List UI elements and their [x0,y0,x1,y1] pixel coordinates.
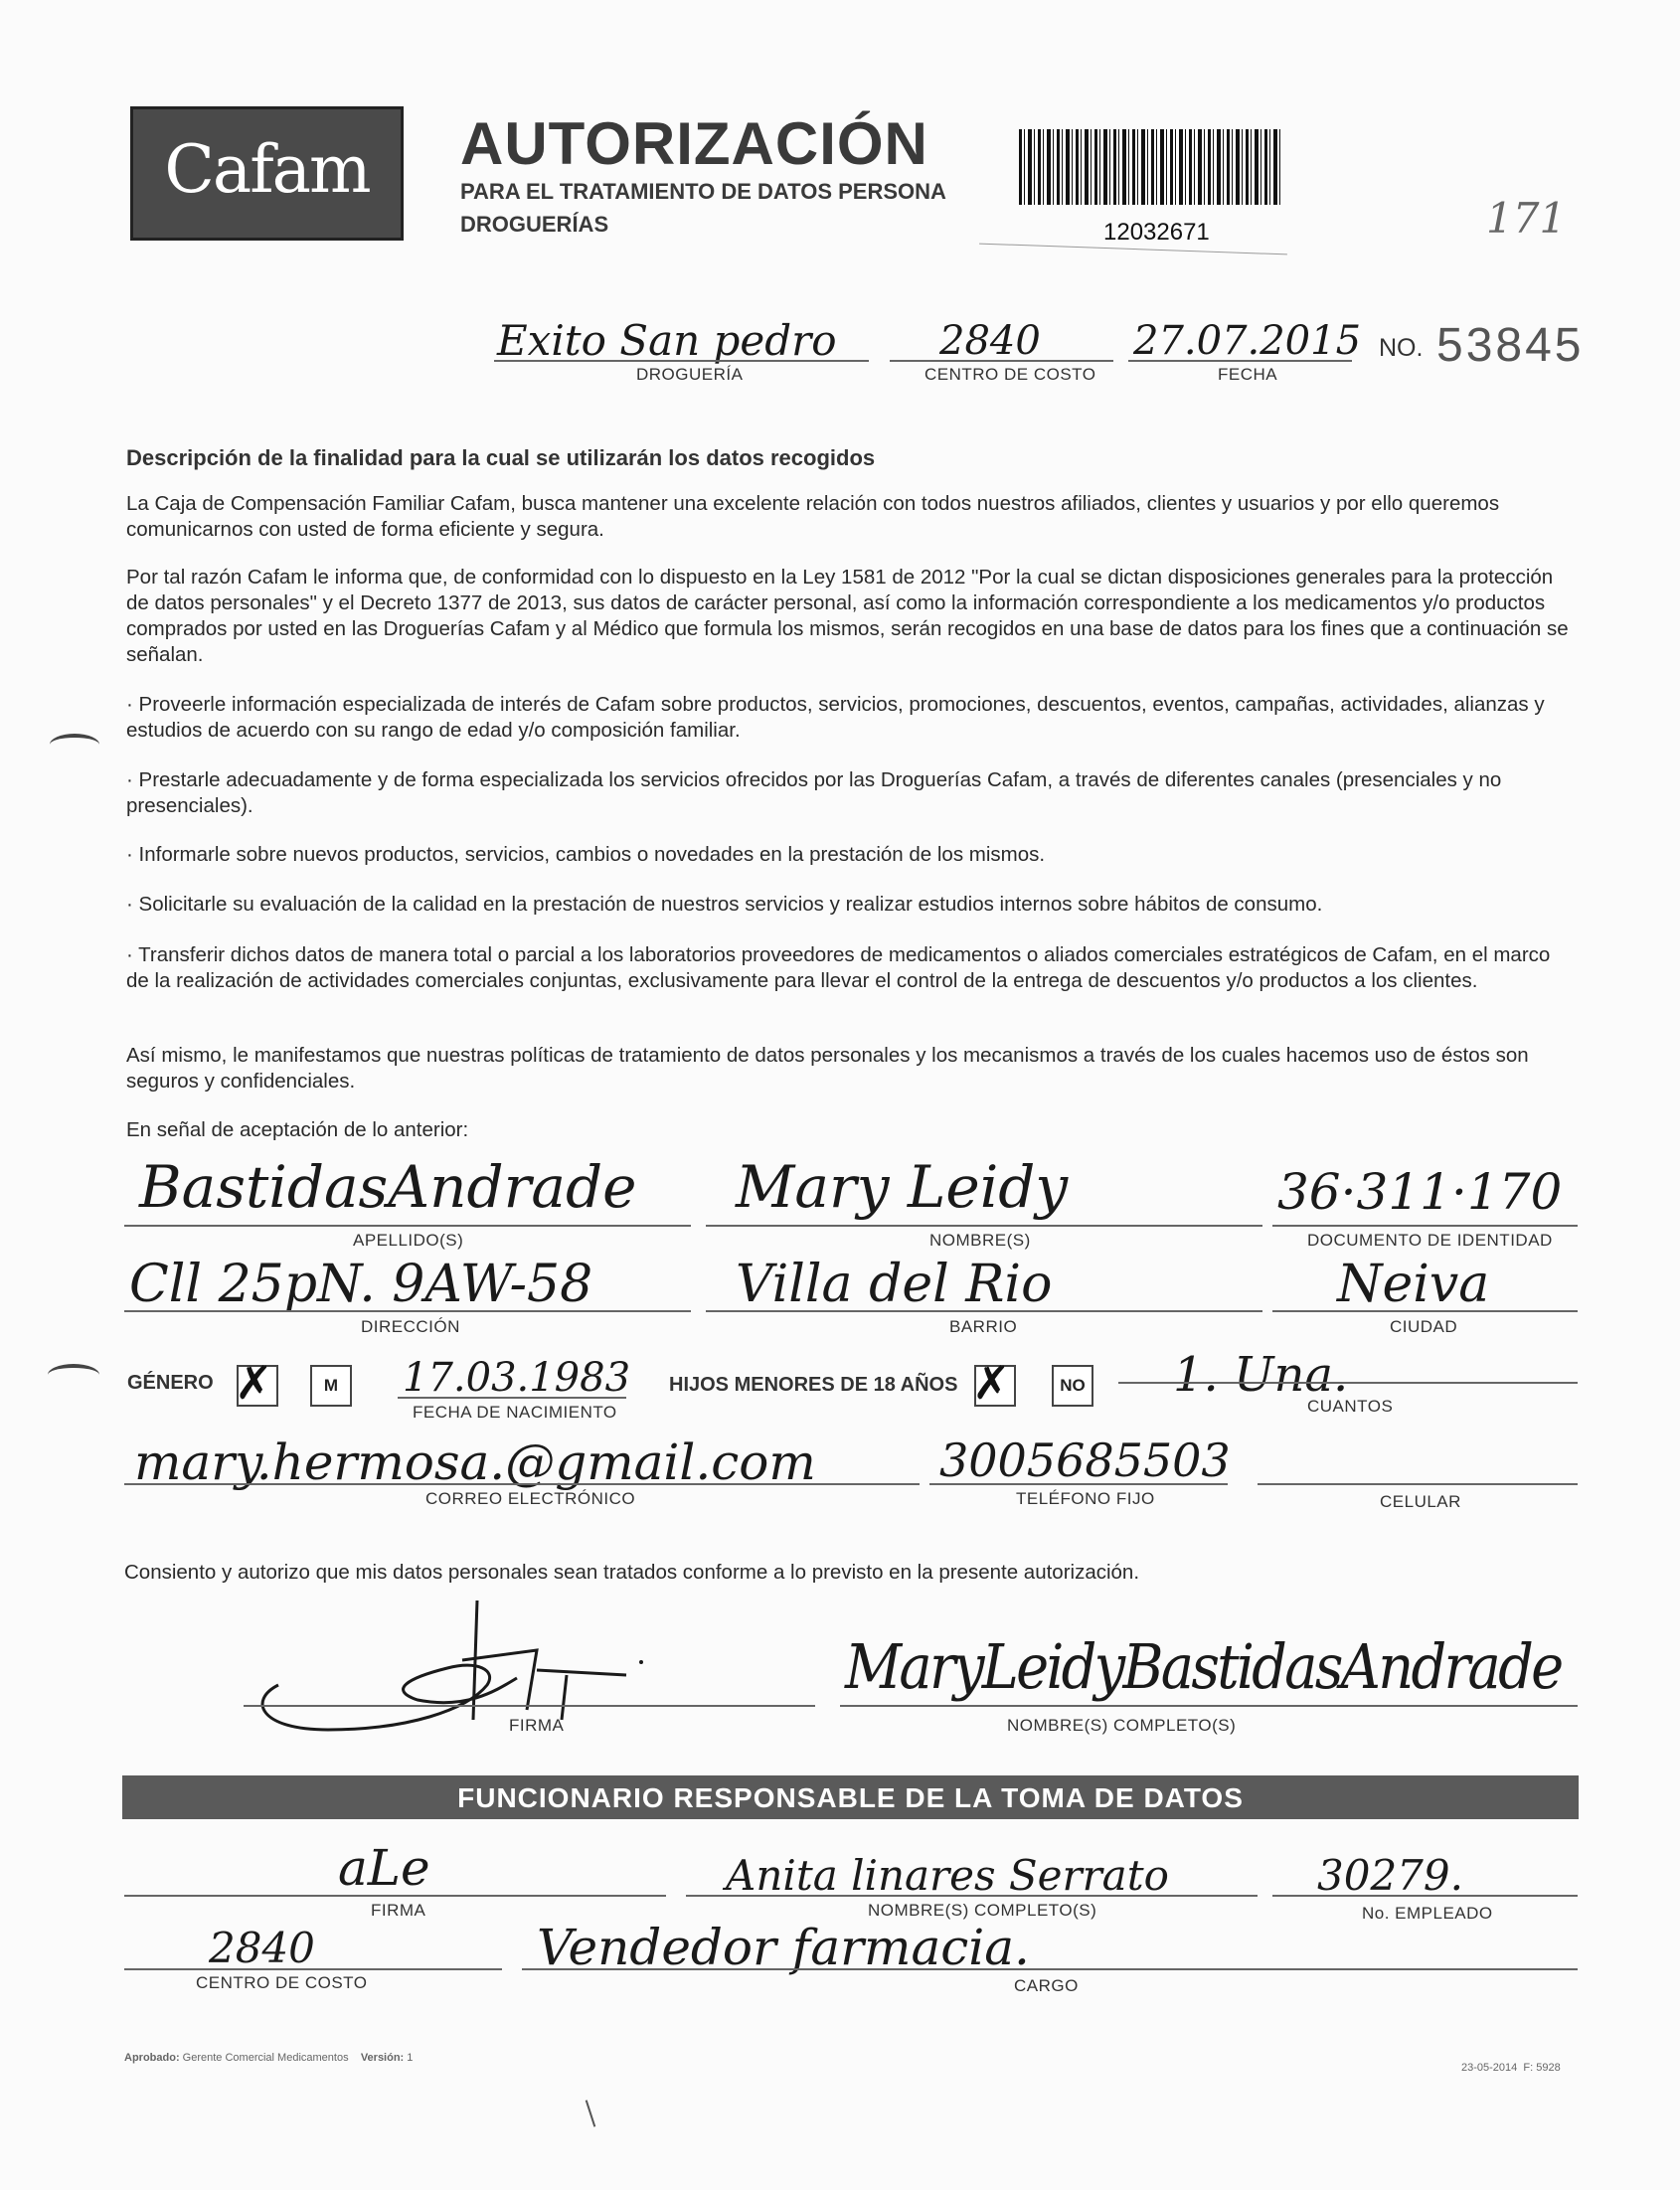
paragraph-intro: La Caja de Compensación Familiar Cafam, busca mantener una excelente relación con todos nuestros afiliados, clientes y usuarios y por ello queremos comunicarnos con usted de forma eficiente y segura. [126,492,1500,541]
nombre-completo-line [840,1705,1578,1707]
correo-line [124,1483,920,1485]
version-value: 1 [407,2052,414,2064]
consent-text: Consiento y autorizo que mis datos personales sean tratados conforme a lo previsto en la presente autorización. [124,1561,1140,1584]
barrio-line [706,1310,1262,1312]
firma-line [244,1705,815,1707]
centro-costo-label: CENTRO DE COSTO [924,365,1096,384]
drogueria-line [494,360,869,362]
drogueria-value: Exito San pedro [497,316,837,365]
document-subtitle-2: DROGUERÍAS [460,212,609,237]
celular-label: CELULAR [1380,1492,1461,1511]
document-subtitle: PARA EL TRATAMIENTO DE DATOS PERSONA [460,179,946,204]
ciudad-label: CIUDAD [1390,1317,1458,1336]
direccion-label: DIRECCIÓN [361,1317,460,1336]
nacimiento-value: 17.03.1983 [403,1355,631,1401]
paragraph-ley: Por tal razón Cafam le informa que, de conformidad con lo dispuesto en la Ley 1581 de 2012 "Por la cual se dictan disposiciones generales para la protección de datos personales" y el Decreto 1377 de 2013, sus datos de carácter personal, así como la información correspondiente a los medicamentos y/o productos comprados por usted en las Droguerías Cafam y al Médico que formula los mismos, serán recogidos en una base de datos para los fines que a continuación se señalan. [126,566,1569,666]
ciudad-value: Neiva [1337,1255,1490,1314]
documento-value: 36·311·170 [1277,1163,1563,1221]
footer-code: 23-05-2014 F: 5928 [1461,2062,1561,2074]
documento-line [1272,1225,1578,1227]
correo-label: CORREO ELECTRÓNICO [425,1489,636,1508]
numero-label: NO. [1379,334,1424,362]
funcionario-centro-value: 2840 [209,1924,315,1972]
bullet-proveerle: · Proveerle información especializada de interés de Cafam sobre productos, servicios, promociones, descuentos, eventos, campañas, actividades, alianzas y estudios de acuerdo con su rango de edad y/o composición familiar. [126,693,1545,742]
aprobado-label: Aprobado: [124,2052,180,2064]
ciudad-line [1272,1310,1578,1312]
cafam-logo [130,106,404,241]
funcionario-firma-value: aLe [338,1839,430,1897]
apellidos-label: APELLIDO(S) [353,1231,464,1250]
bullet-informarle: · Informarle sobre nuevos productos, servicios, cambios o novedades en la prestación de los mismos. [126,843,1046,866]
barrio-value: Villa del Rio [736,1255,1053,1314]
drogueria-label: DROGUERÍA [636,365,744,384]
client-signature [239,1591,656,1740]
section-heading: Descripción de la finalidad para la cual se utilizarán los datos recogidos [126,445,876,470]
aprobado-value: Gerente Comercial Medicamentos [182,2052,349,2064]
funcionario-firma-label: FIRMA [371,1901,426,1920]
centro-costo-value: 2840 [939,318,1041,364]
nombre-completo-value: MaryLeidyBastidasAndrade [845,1630,1562,1703]
apellidos-line [124,1225,691,1227]
acceptance-text: En señal de aceptación de lo anterior: [126,1118,469,1141]
direccion-value: Cll 25pN. 9AW-58 [129,1255,593,1314]
bullet-solicitarle: · Solicitarle su evaluación de la calidad en la prestación de nuestros servicios y realizar estudios internos sobre hábitos de consumo. [126,893,1323,916]
hijos-si-check-mark: ✗ [972,1356,1011,1410]
hijos-label: HIJOS MENORES DE 18 AÑOS [669,1374,958,1396]
empleado-line [1272,1895,1578,1897]
documento-label: DOCUMENTO DE IDENTIDAD [1307,1231,1553,1250]
apellidos-value: BastidasAndrade [139,1153,637,1221]
barcode [1019,129,1282,205]
telefono-line [929,1483,1228,1485]
hijos-no-checkbox[interactable]: NO [1052,1365,1093,1407]
document-title: AUTORIZACIÓN [460,110,928,177]
logo-text: Cafam [164,131,370,208]
stray-pen-mark [586,2100,596,2126]
firma-label: FIRMA [509,1716,565,1735]
cargo-value: Vendedor farmacia. [537,1919,1030,1976]
fecha-line [1128,360,1352,362]
funcionario-centro-line [124,1968,502,1970]
genero-m-checkbox[interactable]: M [310,1365,352,1407]
nombre-completo-label: NOMBRE(S) COMPLETO(S) [1007,1716,1237,1735]
margin-mark-1 [50,734,99,756]
bullet-transferir: · Transferir dichos datos de manera total o parcial a los laboratorios proveedores de medicamentos o aliados comerciales estratégicos de Cafam, en el marco de la realización de actividades comerciales conjuntas, exclusivamente para llevar el control de la entrega de descuentos y/o productos a los clientes. [126,943,1551,992]
centro-costo-line [890,360,1113,362]
version-label: Versión: [360,2052,405,2064]
nombres-line [706,1225,1262,1227]
numero-value: 53845 [1436,319,1585,372]
telefono-label: TELÉFONO FIJO [1016,1489,1155,1508]
funcionario-banner [122,1775,1579,1819]
nombres-label: NOMBRE(S) [929,1231,1031,1250]
funcionario-nombre-value: Anita linares Serrato [726,1851,1169,1900]
funcionario-firma-line [124,1895,666,1897]
nacimiento-line [398,1397,626,1399]
page-mark: 171 [1486,194,1567,243]
fecha-label: FECHA [1218,365,1278,384]
footer-approval [124,2052,413,2064]
direccion-line [124,1310,691,1312]
bullet-prestarle: · Prestarle adecuadamente y de forma especializada los servicios ofrecidos por las Droguerías Cafam, a través de diferentes canales (presenciales y no presenciales). [126,768,1502,817]
empleado-label: No. EMPLEADO [1362,1904,1493,1923]
funcionario-centro-label: CENTRO DE COSTO [196,1973,368,1992]
barrio-label: BARRIO [949,1317,1018,1336]
nombres-value: Mary Leidy [736,1153,1069,1221]
cuantos-line [1118,1382,1578,1384]
telefono-value: 3005685503 [939,1433,1231,1487]
nacimiento-label: FECHA DE NACIMIENTO [413,1403,617,1422]
cargo-label: CARGO [1014,1976,1079,1995]
barcode-number: 12032671 [1103,219,1210,246]
cuantos-label: CUANTOS [1307,1397,1394,1416]
correo-value: mary.hermosa.@gmail.com [134,1433,816,1491]
cargo-line [522,1968,1578,1970]
margin-mark-2 [48,1364,99,1386]
funcionario-banner-title: FUNCIONARIO RESPONSABLE DE LA TOMA DE DATOS [457,1782,1244,1813]
paragraph-politicas: Así mismo, le manifestamos que nuestras políticas de tratamiento de datos personales y los mecanismos a través de los cuales hacemos uso de éstos son seguros y confidenciales. [126,1044,1529,1093]
fecha-value: 27.07.2015 [1133,318,1362,364]
genero-label: GÉNERO [127,1372,214,1394]
funcionario-nombre-line [686,1895,1258,1897]
funcionario-nombre-label: NOMBRE(S) COMPLETO(S) [868,1901,1097,1920]
empleado-value: 30279. [1317,1851,1463,1900]
genero-f-check-mark: ✗ [235,1356,273,1410]
celular-line [1258,1483,1578,1485]
cuantos-value: 1. Una. [1173,1347,1349,1403]
